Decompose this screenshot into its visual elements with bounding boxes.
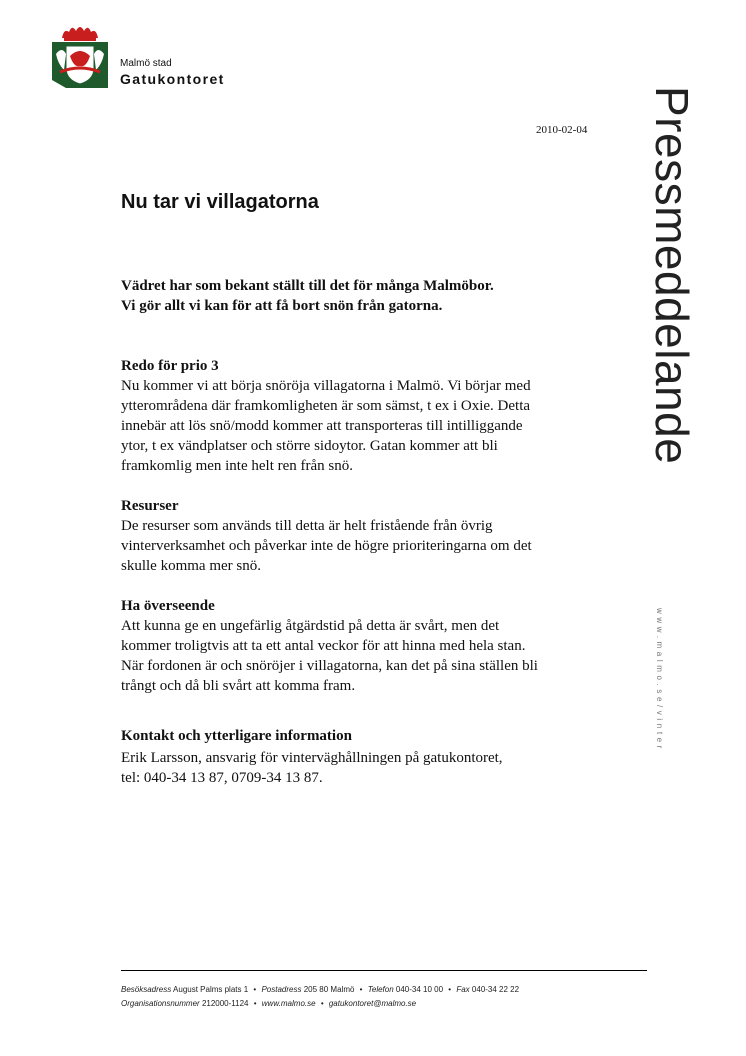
footer-line-1 (121, 983, 519, 997)
section-resurser (121, 496, 601, 576)
body-line: innebär att lös snö/modd kommer att transporteras till intilliggande (121, 418, 523, 434)
footer-label: Telefon (367, 985, 394, 994)
section-ha-overseende (121, 596, 601, 696)
section-body (121, 616, 601, 696)
malmo-coat-of-arms-logo (52, 24, 108, 88)
footer (121, 983, 519, 1011)
footer-value: 040-34 10 00 (395, 985, 444, 994)
body-line: Att kunna ge en ungefärlig åtgärdstid på detta är svårt, men det (121, 618, 500, 634)
body-line: Nu kommer vi att börja snöröja villagatorna i Malmö. Vi börjar med (121, 378, 531, 394)
footer-label: Besöksadress (121, 985, 172, 994)
contact-body (121, 748, 601, 788)
contact-section (121, 726, 601, 788)
footer-value: 205 80 Malmö (303, 985, 355, 994)
lead-paragraph (121, 276, 601, 316)
footer-web-link[interactable]: www.malmo.se (261, 999, 316, 1008)
body-line: När fordonen är och snöröjer i villagatorna, kan det på sina ställen bli (121, 658, 538, 674)
org-department: Gatukontoret (120, 71, 225, 87)
footer-value: 040-34 22 22 (471, 985, 520, 994)
headline: Nu tar vi villagatorna (121, 191, 319, 213)
footer-value: August Palms plats 1 (173, 985, 249, 994)
footer-value: 212000-1124 (201, 999, 249, 1008)
body-line: De resurser som används till detta är helt fristående från övrig (121, 518, 493, 534)
footer-divider (121, 970, 647, 971)
lead-line: Vi gör allt vi kan för att få bort snön från gatorna. (121, 298, 443, 314)
body-line: kommer troligtvis att ta ett antal veckor för att hinna med hela stan. (121, 638, 526, 654)
footer-line-2 (121, 997, 519, 1011)
side-url: www.malmo.se/vinter (655, 608, 664, 752)
contact-line: Erik Larsson, ansvarig för vinterväghållningen på gatukontoret, (121, 750, 503, 766)
contact-heading: Kontakt och ytterligare information (121, 728, 352, 744)
section-heading: Resurser (121, 498, 179, 514)
section-body (121, 376, 601, 476)
body-line: framkomlig men inte helt ren från snö. (121, 458, 354, 474)
body-line: skulle komma mer snö. (121, 558, 261, 574)
section-body (121, 516, 601, 576)
footer-label: Organisationsnummer (121, 999, 200, 1008)
footer-separator: • (320, 999, 324, 1008)
org-block (120, 58, 225, 88)
section-heading: Redo för prio 3 (121, 358, 219, 374)
footer-email-link[interactable]: gatukontoret@malmo.se (328, 999, 417, 1008)
section-heading: Ha överseende (121, 598, 215, 614)
body-line: trångt och då bli svårt att komma fram. (121, 678, 356, 694)
footer-separator: • (253, 999, 257, 1008)
org-city: Malmö stad (120, 58, 172, 69)
body-sections (121, 356, 601, 716)
footer-separator: • (253, 985, 257, 994)
footer-label: Fax (456, 985, 470, 994)
contact-line: tel: 040-34 13 87, 0709-34 13 87. (121, 770, 323, 786)
body-line: ytor, t ex vändplatser och större sidoytor. Gatan kommer att bli (121, 438, 498, 454)
lead-line: Vädret har som bekant ställt till det för många Malmöbor. (121, 278, 494, 294)
body-line: ytterområdena där framkomligheten är som sämst, t ex i Oxie. Detta (121, 398, 531, 414)
side-title-pressmeddelande: Pressmeddelande (646, 86, 698, 465)
body-line: vinterverksamhet och påverkar inte de högre prioriteringarna om det (121, 538, 532, 554)
footer-separator: • (359, 985, 363, 994)
footer-label: Postadress (261, 985, 302, 994)
document-date: 2010-02-04 (536, 124, 588, 136)
footer-separator: • (448, 985, 452, 994)
section-redo-for-prio-3 (121, 356, 601, 476)
